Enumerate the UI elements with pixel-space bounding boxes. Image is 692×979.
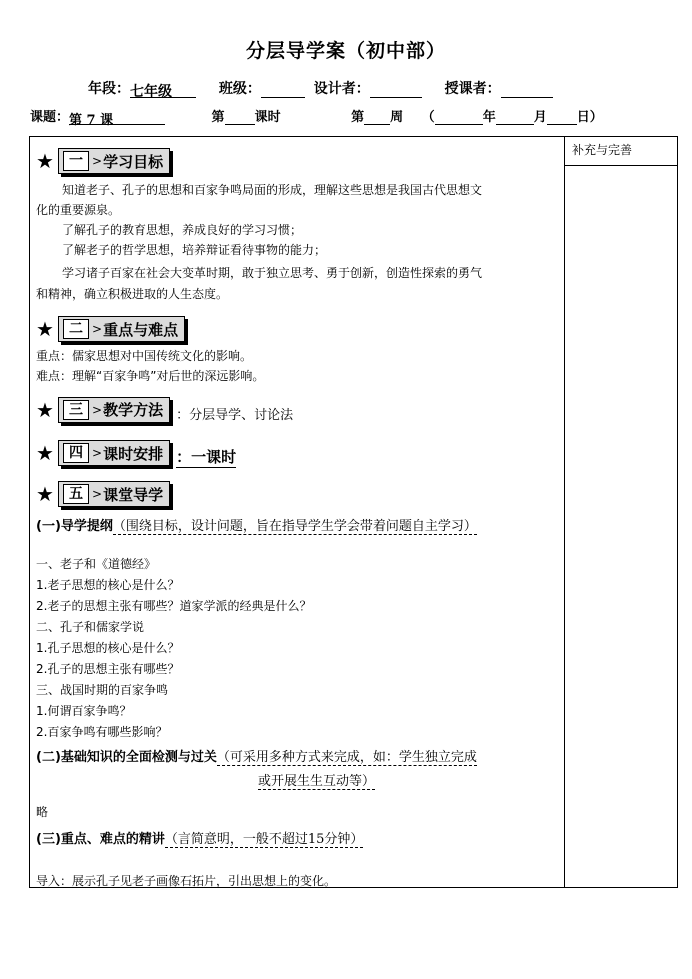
- goal-line-3: 了解孔子的教育思想，养成良好的学习习惯；: [62, 223, 303, 237]
- arrow-icon: >: [92, 322, 103, 336]
- star-icon: ★: [36, 317, 54, 341]
- class-hours: ：一课时: [176, 448, 237, 466]
- period-blank: [225, 109, 255, 125]
- week-suffix: 周: [390, 110, 404, 125]
- year-blank: [435, 109, 483, 125]
- section-number: 二: [63, 319, 89, 339]
- topic-value: 第 7 课: [69, 113, 114, 128]
- guide-item: 1.孔子思想的核心是什么？: [36, 641, 180, 655]
- guide-item: 2.孔子的思想主张有哪些？: [36, 662, 180, 676]
- guide-item: 2.老子的思想主张有哪些？道家学派的经典是什么？: [36, 599, 312, 613]
- grade-label: 年段：: [88, 81, 130, 97]
- star-icon: ★: [36, 397, 54, 422]
- star-icon: ★: [36, 149, 54, 173]
- guide-item: 一、老子和《道德经》: [36, 557, 157, 571]
- day-blank: [547, 109, 577, 125]
- teacher-label: 授课者：: [444, 81, 501, 97]
- guide-heading-3-title: (三)重点、难点的精讲: [36, 832, 165, 847]
- side-column-header: 补充与完善: [572, 143, 633, 157]
- period-prefix: 第: [211, 110, 225, 125]
- arrow-icon: >: [92, 402, 103, 417]
- guide-heading-3: [36, 830, 363, 850]
- date-open: （: [421, 110, 435, 125]
- week-prefix: 第: [351, 110, 365, 125]
- section-5-header: [36, 481, 170, 507]
- goal-line-1: 知道老子、孔子的思想和百家争鸣局面的形成，理解这些思想是我国古代思想文: [62, 183, 483, 197]
- year-label: 年: [482, 110, 496, 125]
- arrow-icon: >: [92, 487, 103, 501]
- section-3-header: [36, 396, 293, 423]
- section-label: 课堂导学: [103, 485, 164, 504]
- guide-heading-1-note: （围绕目标，设计问题，旨在指导学生学会带着问题自主学习）: [112, 519, 477, 534]
- month-blank: [496, 109, 534, 125]
- section-label: 重点与难点: [103, 320, 179, 339]
- teaching-method: ：分层导学、讨论法: [176, 408, 294, 423]
- goal-line-5: 学习诸子百家在社会大变革时期，敢于独立思考、勇于创新，创造性探索的勇气: [62, 266, 483, 280]
- goal-line-6: 和精神，确立积极进取的人生态度。: [36, 287, 229, 301]
- section-badge: [58, 397, 170, 423]
- intro-text: 导入：展示孔子见老子画像石拓片，引出思想上的变化。: [36, 874, 337, 888]
- key-point: 重点：儒家思想对中国传统文化的影响。: [36, 349, 253, 363]
- guide-heading-2: [36, 748, 477, 768]
- guide-item: 1.老子思想的核心是什么？: [36, 578, 180, 592]
- goal-line-2: 化的重要源泉。: [36, 203, 121, 217]
- star-icon: ★: [36, 482, 54, 506]
- guide-heading-2-note-a: （可采用多种方式来完成，如：学生独立完成: [216, 750, 477, 765]
- omitted-text: 略: [36, 805, 49, 819]
- side-header-line: [564, 165, 678, 166]
- section-1-header: [36, 148, 170, 174]
- section-badge: [58, 440, 170, 466]
- section-number: 四: [63, 443, 89, 463]
- guide-item: 1.何谓百家争鸣？: [36, 704, 132, 718]
- section-number: 五: [63, 484, 89, 504]
- section-number: 三: [63, 400, 89, 420]
- guide-item: 三、战国时期的百家争鸣: [36, 683, 169, 697]
- guide-heading-3-note: （言简意明，一般不超过15分钟）: [164, 832, 364, 847]
- section-label: 学习目标: [103, 152, 164, 171]
- month-label: 月: [533, 110, 547, 125]
- class-label: 班级：: [218, 81, 261, 97]
- day-label: 日）: [576, 110, 603, 125]
- section-4-header: [36, 438, 236, 468]
- star-icon: ★: [36, 441, 54, 465]
- section-2-header: [36, 316, 185, 342]
- difficult-point: 难点：理解“百家争鸣”对后世的深远影响。: [36, 369, 265, 383]
- goal-line-4: 了解老子的哲学思想，培养辩证看待事物的能力；: [62, 243, 327, 257]
- lesson-row: [30, 106, 603, 128]
- column-divider: [564, 136, 565, 888]
- period-suffix: 课时: [254, 110, 281, 125]
- guide-heading-2-note-b: 或开展生生互动等）: [258, 774, 376, 789]
- grade-value: 七年级: [130, 81, 196, 98]
- meta-row: [88, 78, 553, 98]
- section-badge: [58, 148, 170, 174]
- teacher-blank: [501, 81, 553, 98]
- section-label: 课时安排: [103, 444, 164, 463]
- arrow-icon: >: [92, 446, 103, 460]
- designer-label: 设计者：: [313, 81, 370, 97]
- section-badge: [58, 481, 170, 507]
- week-blank: [364, 109, 390, 125]
- class-blank: [261, 81, 305, 98]
- guide-heading-1: [36, 517, 477, 537]
- section-label: 教学方法: [103, 401, 164, 419]
- page-title: 分层导学案（初中部）: [245, 40, 446, 62]
- arrow-icon: >: [92, 154, 103, 168]
- guide-item: 2.百家争鸣有哪些影响？: [36, 725, 168, 739]
- guide-item: 二、孔子和儒家学说: [36, 620, 145, 634]
- guide-heading-2-title: (二)基础知识的全面检测与过关: [36, 750, 217, 765]
- section-number: 一: [63, 151, 89, 171]
- topic-label: 课题：: [30, 110, 70, 125]
- designer-blank: [370, 81, 422, 98]
- section-badge: [58, 316, 185, 342]
- guide-heading-1-title: (一)导学提纲: [36, 519, 113, 534]
